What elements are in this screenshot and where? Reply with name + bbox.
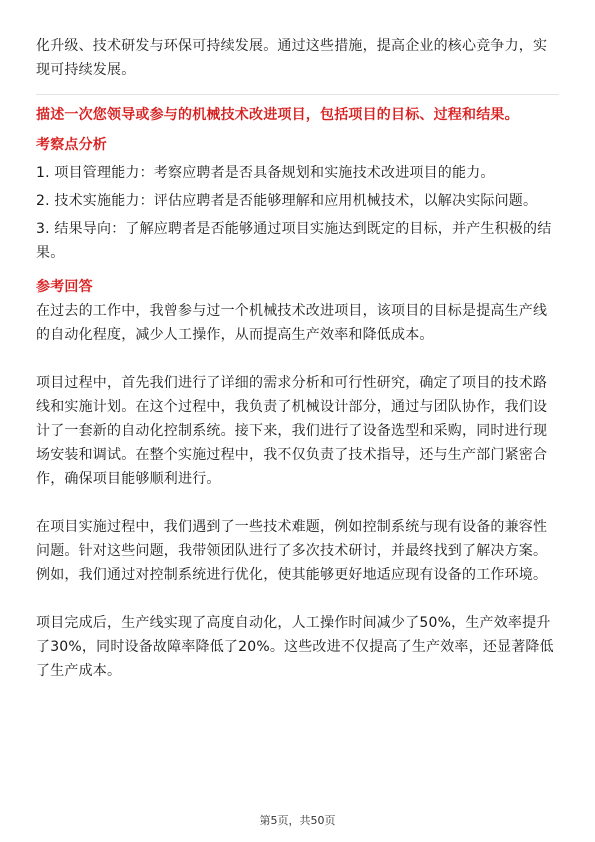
document-page <box>36 34 559 707</box>
answer-title: 参考回答 <box>36 279 93 295</box>
question-heading: 描述一次您领导或参与的机械技术改进项目，包括项目的目标、过程和结果。 <box>36 107 519 123</box>
analysis-point-2: 2. 技术实施能力：评估应聘者是否能够理解和应用机械技术，以解决实际问题。 <box>36 193 538 209</box>
analysis-point-1: 1. 项目管理能力：考察应聘者是否具备规划和实施技术改进项目的能力。 <box>36 165 495 181</box>
answer-paragraph-4: 项目完成后，生产线实现了高度自动化，人工操作时间减少了50%，生产效率提升了30%，同时设备故障率降低了20%。这些改进不仅提高了生产效率，还显著降低了生产成本。 <box>36 615 554 679</box>
answer-paragraph-3: 在项目实施过程中，我们遇到了一些技术难题，例如控制系统与现有设备的兼容性问题。针对这些问题，我带领团队进行了多次技术研讨，并最终找到了解决方案。例如，我们通过对控制系统进行优化，使其能够更好地适应现有设备的工作环境。 <box>36 519 548 583</box>
section-divider <box>36 94 559 95</box>
page-number-footer: 第5页，共50页 <box>259 814 336 827</box>
intro-paragraph: 化升级、技术研发与环保可持续发展。通过这些措施，提高企业的核心竞争力，实现可持续发展。 <box>36 38 548 78</box>
analysis-point-3: 3. 结果导向：了解应聘者是否能够通过项目实施达到既定的目标，并产生积极的结果。 <box>36 221 552 261</box>
answer-paragraph-2: 项目过程中，首先我们进行了详细的需求分析和可行性研究，确定了项目的技术路线和实施计划。在这个过程中，我负责了机械设计部分，通过与团队协作，我们设计了一套新的自动化控制系统。接下来，我们进行了设备选型和采购，同时进行现场安装和调试。在整个实施过程中，我不仅负责了技术指导，还与生产部门紧密合作，确保项目能够顺利进行。 <box>36 375 548 487</box>
answer-paragraph-1: 在过去的工作中，我曾参与过一个机械技术改进项目，该项目的目标是提高生产线的自动化程度，减少人工操作，从而提高生产效率和降低成本。 <box>36 303 548 343</box>
analysis-title: 考察点分析 <box>36 137 107 153</box>
